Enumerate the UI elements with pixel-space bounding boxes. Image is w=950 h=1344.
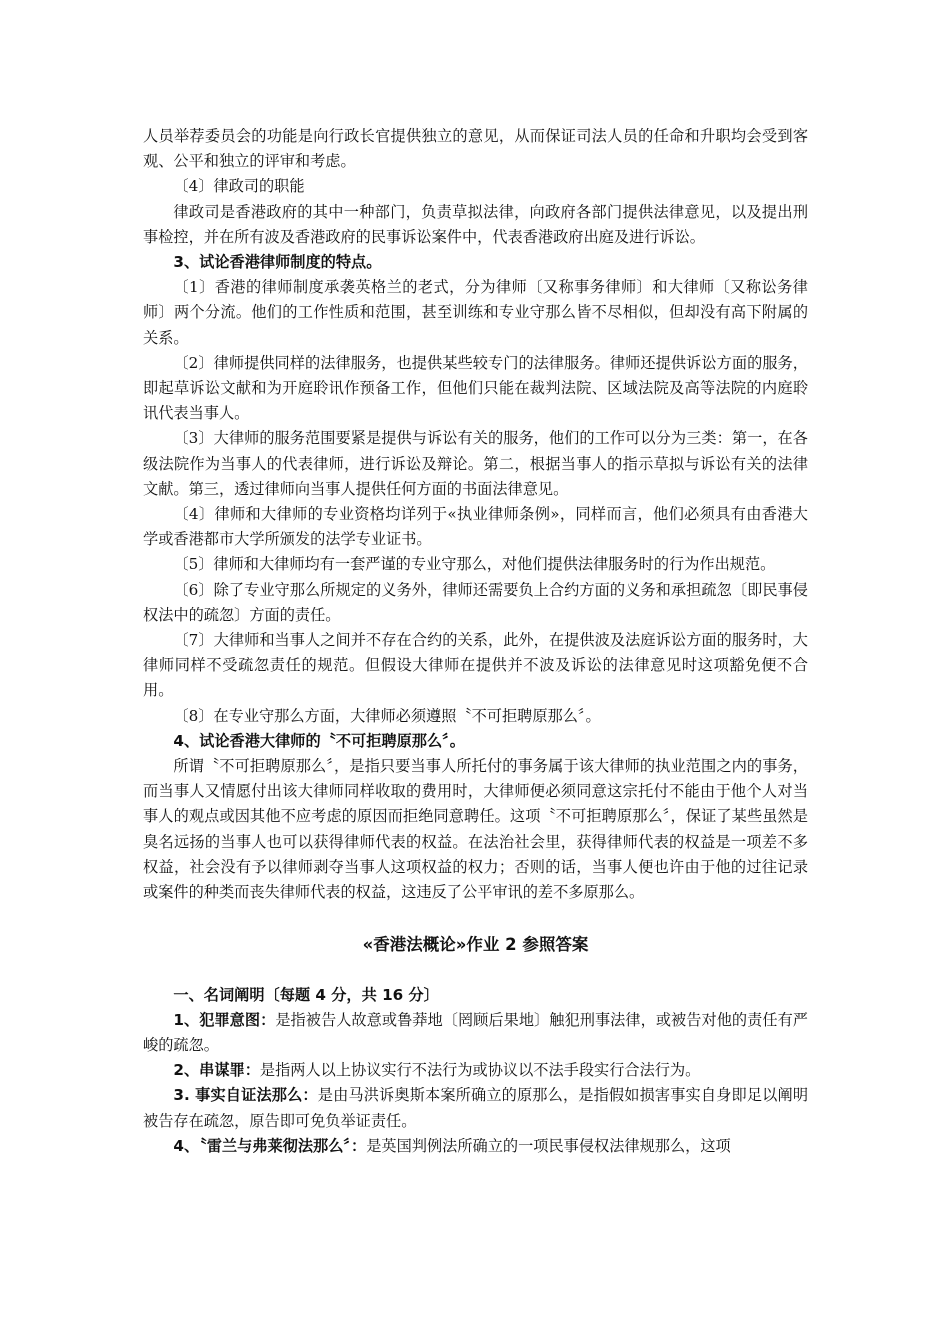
- definition-text: 是英国判例法所确立的一项民事侵权法律规那么，这项: [366, 1136, 731, 1155]
- list-item: 〔5〕律师和大律师均有一套严谨的专业守那么，对他们提供法律服务时的行为作出规范。: [173, 555, 776, 574]
- definition-term: 2、串谋罪：: [173, 1061, 260, 1080]
- subheading-department-of-justice: 〔4〕律政司的职能: [173, 177, 305, 196]
- definition-text: 是指两人以上协议实行不法行为或协议以不法手段实行合法行为。: [259, 1061, 701, 1080]
- document-body: [143, 124, 808, 1159]
- list-item: 〔8〕在专业守那么方面，大律师必须遵照〝不可拒聘原那么〞。: [173, 706, 601, 725]
- definition-item: [143, 1058, 808, 1083]
- paragraph: 所谓〝不可拒聘原那么〞，是指只要当事人所托付的事务属于该大律师的执业范围之内的事务，而当事人又情愿付出该大律师同样收取的费用时，大律师便必须同意这宗托付不能由于他个人对当事人的观点或因其他不应考虑的原因而拒绝同意聘任。这项〝不可拒聘原那么〞，保证了某些虽然是臭名远扬的当事人也可以获得律师代表的权益。在法治社会里，获得律师代表的权益是一项差不多权益，社会没有予以律师剥夺当事人这项权益的权力；否则的话，当事人便也许由于他的过往记录或案件的种类而丧失律师代表的权益，这违反了公平审讯的差不多原那么。: [143, 757, 808, 902]
- list-item: 〔2〕律师提供同样的法律服务，也提供某些较专门的法律服务。律师还提供诉讼方面的服务，即起草诉讼文献和为开庭聆讯作预备工作，但他们只能在裁判法院、区域法院及高等法院的内庭聆讯代表当事人。: [143, 353, 808, 423]
- definition-text: 是指被告人故意或鲁莽地〔罔顾后果地〕触犯刑事法律，或被告对他的责任有严峻的疏忽。: [143, 1010, 808, 1054]
- definition-term: 1、犯罪意图：: [173, 1010, 276, 1029]
- definition-term: 4、〝雷兰与弗莱彻法那么〞：: [173, 1136, 367, 1155]
- definition-term: 3. 事实自证法那么：: [173, 1086, 318, 1105]
- definition-item: [143, 1083, 808, 1133]
- paragraph: 人员举荐委员会的功能是向行政长官提供独立的意见，从而保证司法人员的任命和升职均会受到客观、公平和独立的评审和考虑。: [143, 127, 808, 171]
- list-item: 〔1〕香港的律师制度承袭英格兰的老式，分为律师〔又称事务律师〕和大律师〔又称讼务律师〕两个分流。他们的工作性质和范围，甚至训练和专业守那么皆不尽相似，但却没有高下附属的关系。: [143, 278, 808, 347]
- list-item: 〔6〕除了专业守那么所规定的义务外，律师还需要负上合约方面的义务和承担疏忽〔即民事侵权法中的疏忽〕方面的责任。: [143, 580, 808, 624]
- definition-text: 是由马洪诉奥斯本案所确立的原那么，是指假如损害事实自身即足以阐明被告存在疏忽，原告即可免负举证责任。: [143, 1086, 809, 1130]
- list-item: 〔7〕大律师和当事人之间并不存在合约的关系，此外，在提供波及法庭诉讼方面的服务时，大律师同样不受疏忽责任的规范。但假设大律师在提供并不波及诉讼的法律意见时这项豁免便不合用。: [143, 631, 808, 700]
- section-heading: 一、名词阐明〔每题 4 分，共 16 分〕: [173, 985, 439, 1004]
- question-3-heading: 3、试论香港律师制度的特点。: [173, 253, 382, 272]
- question-4-heading: 4、试论香港大律师的〝不可拒聘原那么〞。: [173, 731, 465, 750]
- list-item: 〔3〕大律师的服务范围要紧是提供与诉讼有关的服务，他们的工作可以分为三类：第一，在各级法院作为当事人的代表律师，进行诉讼及辩论。第二，根据当事人的指示草拟与诉讼有关的法律文献。第三，透过律师向当事人提供任何方面的书面法律意见。: [143, 429, 808, 498]
- definition-item: [143, 1008, 808, 1058]
- paragraph: 律政司是香港政府的其中一种部门，负责草拟法律，向政府各部门提供法律意见，以及提出刑事检控，并在所有波及香港政府的民事诉讼案件中，代表香港政府出庭及进行诉讼。: [143, 202, 808, 246]
- list-item: 〔4〕律师和大律师的专业资格均详列于«执业律师条例»，同样而言，他们必须具有由香港大学或香港都市大学所颁发的法学专业证书。: [143, 505, 808, 549]
- section-title: «香港法概论»作业 2 参照答案: [362, 935, 589, 955]
- definition-item: [143, 1134, 808, 1159]
